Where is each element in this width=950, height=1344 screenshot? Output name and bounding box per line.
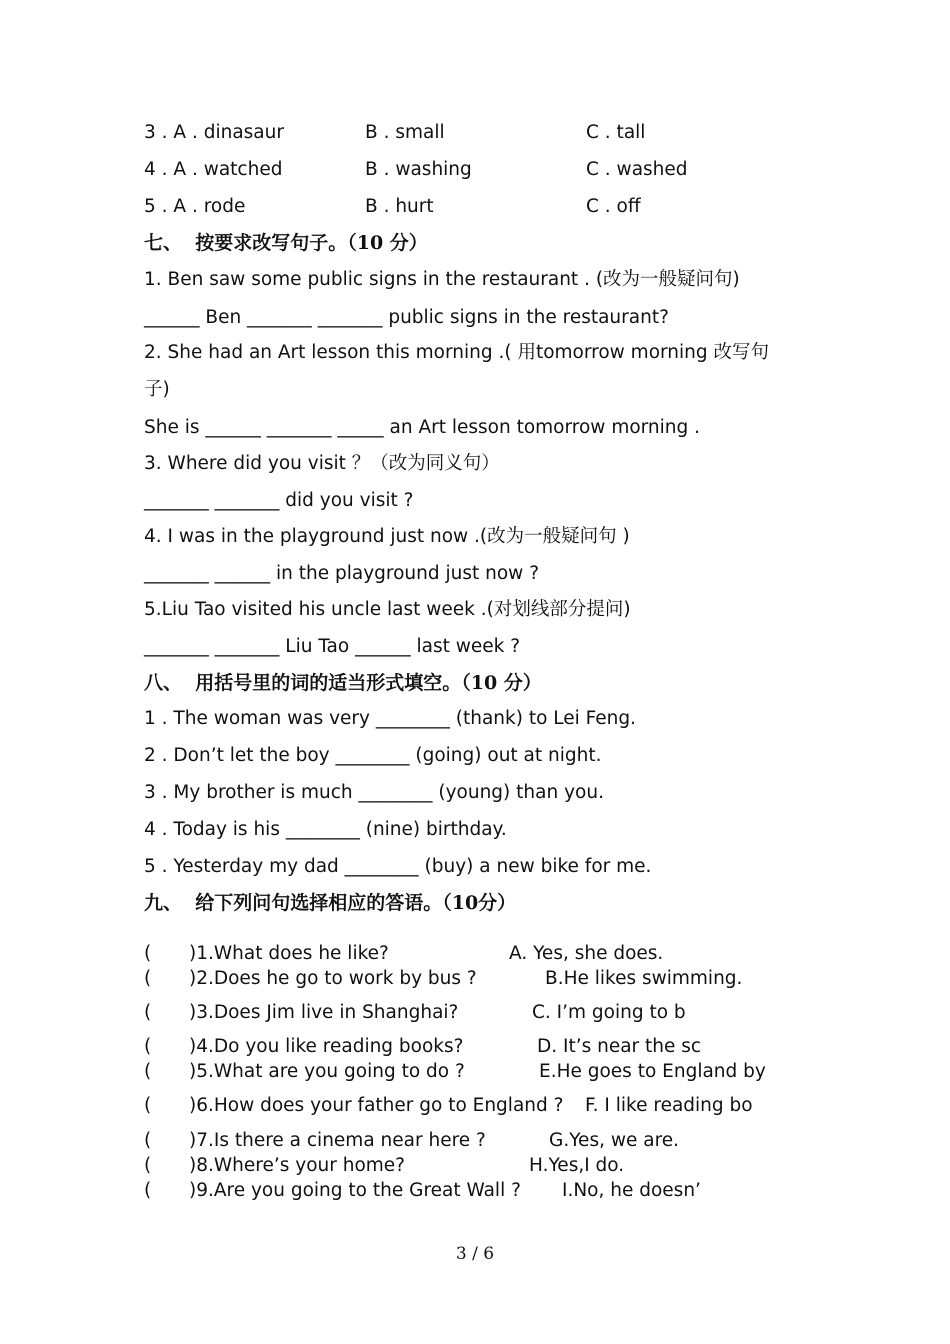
match-question: )8.Where’s your home? — [189, 1155, 405, 1176]
answer-line: She is ______ _______ _____ an Art lesson tomorrow morning . — [144, 417, 701, 438]
match-answer: B.He likes swimming. — [545, 968, 743, 989]
match-question: )2.Does he go to work by bus ? — [189, 968, 477, 989]
paren: ( — [144, 1036, 152, 1057]
fill-line: 1 . The woman was very ________ (thank) to Lei Feng. — [144, 708, 637, 729]
answer-line: ______ Ben _______ _______ public signs in the restaurant? — [144, 307, 669, 328]
question-line: 5.Liu Tao visited his uncle last week .(对划线部分提问) — [144, 599, 631, 620]
paren: ( — [144, 1180, 152, 1201]
match-question: )5.What are you going to do ? — [189, 1061, 465, 1082]
question-line-cont: 子) — [144, 379, 170, 400]
answer-line: _______ _______ did you visit ? — [144, 490, 414, 511]
paren: ( — [144, 1095, 152, 1116]
match-question: )6.How does your father go to England ? — [189, 1095, 564, 1116]
fill-line: 3 . My brother is much ________ (young) than you. — [144, 782, 604, 803]
match-answer: A. Yes, she does. — [509, 943, 664, 964]
match-question: )3.Does Jim live in Shanghai? — [189, 1002, 459, 1023]
paren: ( — [144, 1155, 152, 1176]
choice-b: B . hurt — [365, 196, 434, 217]
section-8-heading: 八、 用括号里的词的适当形式填空。（10 分） — [144, 672, 542, 694]
match-question: )4.Do you like reading books? — [189, 1036, 464, 1057]
question-line: 4. I was in the playground just now .(改为一般疑问句 ) — [144, 526, 630, 547]
match-answer: D. It’s near the sc — [537, 1036, 702, 1057]
page-number: 3 / 6 — [455, 1244, 495, 1264]
match-question: )1.What does he like? — [189, 943, 389, 964]
paren: ( — [144, 1130, 152, 1151]
match-question: )9.Are you going to the Great Wall ? — [189, 1180, 521, 1201]
choice-c: C . washed — [586, 159, 688, 180]
choice-a: 3 . A . dinasaur — [144, 122, 284, 143]
match-answer: H.Yes,I do. — [529, 1155, 625, 1176]
section-7-heading: 七、 按要求改写句子。（10 分） — [144, 232, 428, 254]
fill-line: 4 . Today is his ________ (nine) birthday. — [144, 819, 507, 840]
question-line: 1. Ben saw some public signs in the restaurant . (改为一般疑问句) — [144, 269, 740, 290]
fill-line: 2 . Don’t let the boy ________ (going) out at night. — [144, 745, 602, 766]
paren: ( — [144, 1061, 152, 1082]
match-answer: G.Yes, we are. — [549, 1130, 680, 1151]
paren: ( — [144, 1002, 152, 1023]
choice-a: 5 . A . rode — [144, 196, 246, 217]
match-answer: E.He goes to England by — [539, 1061, 766, 1082]
paren: ( — [144, 968, 152, 989]
match-answer: C. I’m going to b — [532, 1002, 686, 1023]
choice-c: C . tall — [586, 122, 646, 143]
match-answer: I.No, he doesn’ — [562, 1180, 701, 1201]
answer-line: _______ ______ in the playground just now ? — [144, 563, 540, 584]
choice-b: B . small — [365, 122, 445, 143]
fill-line: 5 . Yesterday my dad ________ (buy) a new bike for me. — [144, 856, 652, 877]
question-line: 2. She had an Art lesson this morning .( 用tomorrow morning 改写句 — [144, 342, 770, 363]
answer-line: _______ _______ Liu Tao ______ last week ? — [144, 636, 521, 657]
paren: ( — [144, 943, 152, 964]
choice-a: 4 . A . watched — [144, 159, 283, 180]
choice-b: B . washing — [365, 159, 472, 180]
choice-c: C . off — [586, 196, 641, 217]
question-line: 3. Where did you visit ？（改为同义句） — [144, 453, 500, 474]
section-9-heading: 九、 给下列问句选择相应的答语。（10分） — [144, 892, 517, 914]
match-answer: F. I like reading bo — [585, 1095, 753, 1116]
match-question: )7.Is there a cinema near here ? — [189, 1130, 486, 1151]
